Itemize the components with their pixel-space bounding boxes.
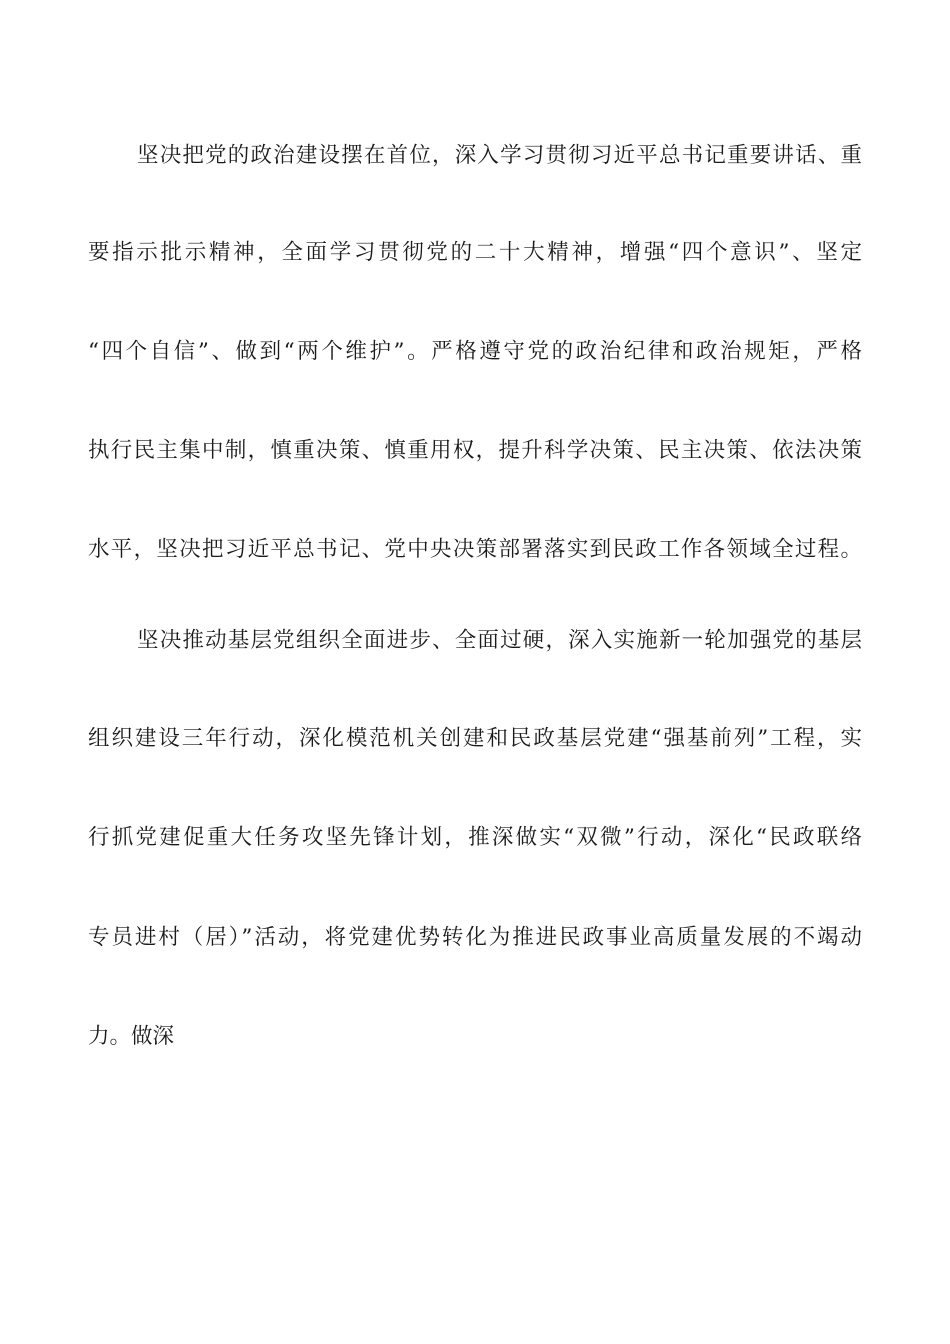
paragraph-1-line-1: 坚决把党的政治建设摆在首位，深入学习贯彻习近平总书记重要讲话、重 (137, 143, 862, 168)
paragraph-1-line-4: 执行民主集中制，慎重决策、慎重用权，提升科学决策、民主决策、依法决策 (88, 438, 862, 463)
paragraph-2-line-5: 力。做深 (88, 1024, 175, 1049)
paragraph-1-line-2: 要指示批示精神，全面学习贯彻党的二十大精神，增强“四个意识”、坚定 (88, 240, 862, 265)
paragraph-1-line-5: 水平，坚决把习近平总书记、党中央决策部署落实到民政工作各领域全过程。 (88, 537, 862, 562)
paragraph-1-line-3: “四个自信”、做到“两个维护”。严格遵守党的政治纪律和政治规矩，严格 (88, 339, 862, 364)
paragraph-2-line-2: 组织建设三年行动，深化模范机关创建和民政基层党建“强基前列”工程，实 (88, 726, 862, 751)
paragraph-2-line-1: 坚决推动基层党组织全面进步、全面过硬，深入实施新一轮加强党的基层 (137, 628, 862, 653)
paragraph-2-line-4: 专员进村（居）”活动，将党建优势转化为推进民政事业高质量发展的不竭动 (88, 925, 862, 950)
paragraph-2-line-3: 行抓党建促重大任务攻坚先锋计划，推深做实“双微”行动，深化“民政联络 (88, 825, 862, 850)
